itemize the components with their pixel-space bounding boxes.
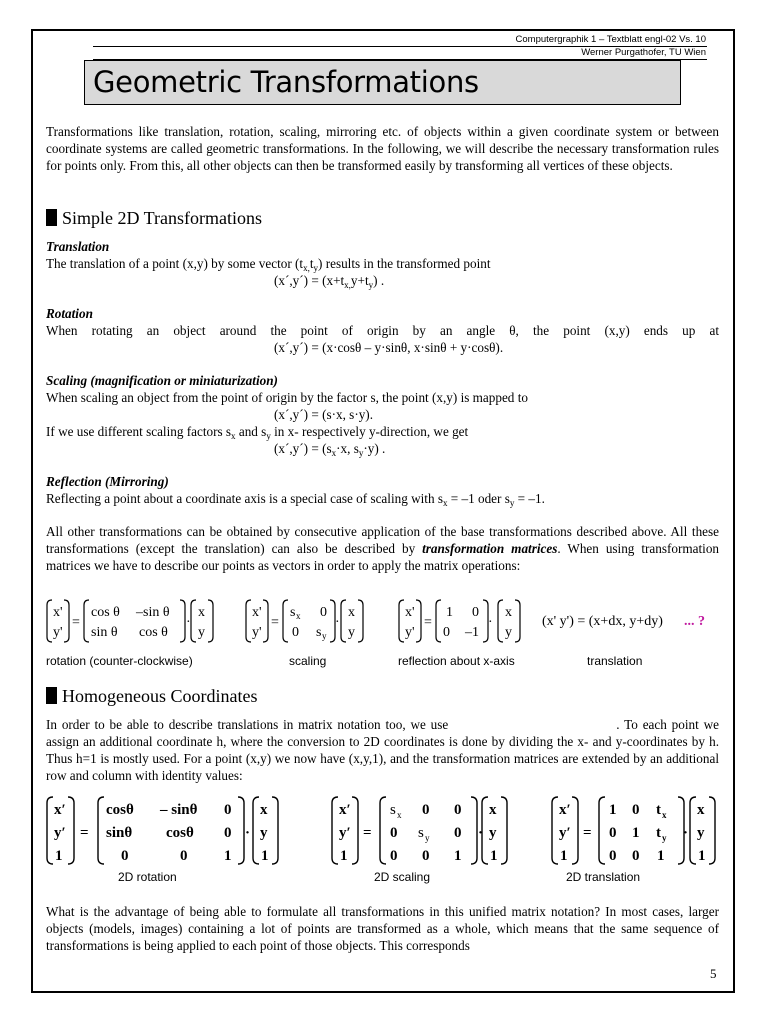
m-y: y: [348, 625, 355, 640]
h-one: 1: [609, 802, 617, 818]
m-dot: ·: [488, 615, 493, 630]
h-zero: 0: [632, 802, 640, 818]
h-one: 1: [632, 825, 640, 841]
m-y: y: [505, 625, 512, 640]
h-one: 1: [224, 848, 232, 864]
h-zero: 0: [422, 848, 430, 864]
h-dot: ·: [478, 825, 484, 841]
scaling-text-1: When scaling an object from the point of origin by the factor s, the point (x,y) is mapped to: [46, 390, 528, 405]
reflection-text: Reflecting a point about a coordinate axis is a special case of scaling with $s_x = -1$ oder $s_y = -1$.: [46, 491, 545, 508]
h-yp: y′: [54, 825, 66, 841]
m-zero: 0: [320, 605, 327, 620]
h-xp: x′: [559, 802, 571, 818]
matrices-homogeneous: [46, 794, 726, 868]
m-eq: =: [72, 615, 80, 630]
h-sub-y: y: [425, 833, 430, 843]
h-zero: 0: [224, 802, 232, 818]
h-sub-x: x: [662, 810, 667, 820]
m-cos-2: cos θ: [139, 625, 168, 640]
h-zero: 0: [180, 848, 188, 864]
closing-paragraph: What is the advantage of being able to formulate all transformations in this unified matrix notation? In most cases, larger objects (models, images) containing a lot of points are transformed as a whole, which means that the same sequence of transformations is being applied to each point of those objects. This corresponds: [46, 904, 719, 953]
h-x: x: [697, 802, 705, 818]
header-author: Werner Purgathofer, TU Wien: [581, 47, 706, 58]
caption-scaling: scaling: [289, 654, 327, 668]
m-zero: 0: [292, 625, 299, 640]
question-mark: ... ?: [684, 614, 705, 629]
translation-equation: (x´,y´) = $(x+t_{x,}y+t_y)$ .: [274, 273, 385, 290]
h-x: x: [489, 802, 497, 818]
m-x: x: [198, 605, 205, 620]
h-zero: 0: [422, 802, 430, 818]
m-sub-x: x: [296, 611, 301, 621]
caption-translation: translation: [587, 654, 643, 668]
h-sin: sinθ: [106, 825, 133, 841]
caption-2d-rotation: 2D rotation: [118, 870, 177, 884]
h-eq: =: [80, 825, 89, 841]
h-yp: y′: [339, 825, 351, 841]
h-zero: 0: [121, 848, 129, 864]
h-one: 1: [261, 848, 269, 864]
h-eq: =: [583, 825, 592, 841]
h-one: 1: [560, 848, 568, 864]
h-zero: 0: [454, 825, 462, 841]
rotation-equation: (x´,y´) = (x·cosθ – y·sinθ, x·sinθ + y·cosθ).: [274, 340, 504, 355]
m-s: s: [290, 605, 296, 620]
section-heading-homogeneous: Homogeneous Coordinates: [46, 685, 257, 707]
m-y: y: [198, 625, 205, 640]
section-heading-2d: Simple 2D Transformations: [46, 207, 262, 229]
caption-reflection: reflection about x-axis: [398, 654, 515, 668]
h-sub-x: x: [397, 810, 402, 820]
m-xp: x': [252, 605, 262, 620]
m-eq: =: [271, 615, 279, 630]
h-zero: 0: [632, 848, 640, 864]
rotation-title: Rotation: [46, 306, 93, 321]
h-one: 1: [490, 848, 498, 864]
h-xp: x′: [54, 802, 66, 818]
page-number: 5: [710, 966, 717, 981]
scaling-equation-1: (x´,y´) = (s·x, s·y).: [274, 407, 373, 422]
section-marker: [46, 687, 57, 704]
m-minus-one: –1: [465, 625, 479, 640]
h-y: y: [260, 825, 268, 841]
caption-2d-translation: 2D translation: [566, 870, 641, 884]
scaling-title: Scaling (magnification or miniaturization): [46, 373, 278, 388]
m-sub-y: y: [322, 631, 327, 641]
m-zero: 0: [472, 605, 479, 620]
h-yp: y′: [559, 825, 571, 841]
h-one: 1: [698, 848, 706, 864]
matrix-paragraph: All other transformations can be obtained by consecutive application of the base transformations described above. All these transformations (except the translation) can also be described by transformation matrices. When using transformation matrices we have to describe our points as vectors in order to apply the matrix operations:: [46, 524, 720, 573]
matrices-2d: [46, 596, 726, 646]
h-zero: 0: [609, 848, 617, 864]
translation-formula: (x' y') = (x+dx, y+dy): [542, 614, 663, 629]
m-yp: y': [252, 625, 262, 640]
translation-title: Translation: [46, 239, 110, 254]
translation-text: The translation of a point (x,y) by some vector $(t_{x,}t_y)$ results in the transformed point: [46, 256, 491, 273]
h-t: t: [656, 802, 661, 818]
reflection-title: Reflection (Mirroring): [46, 474, 169, 489]
rotation-text: When rotating an object around the point of origin by an angle θ, the point (x,y) ends up at: [46, 323, 719, 338]
m-x: x: [505, 605, 512, 620]
h-zero: 0: [390, 848, 398, 864]
scaling-equation-2: (x´,y´) = ($s_x\cdot x$, $s_y\cdot y$) .: [274, 441, 386, 458]
h-y: y: [697, 825, 705, 841]
h-zero: 0: [390, 825, 398, 841]
m-x: x: [348, 605, 355, 620]
m-zero: 0: [443, 625, 450, 640]
caption-2d-scaling: 2D scaling: [374, 870, 431, 884]
h-t: t: [656, 825, 661, 841]
h-one: 1: [340, 848, 348, 864]
h-y: y: [489, 825, 497, 841]
h-s: s: [418, 825, 424, 841]
m-dot: ·: [186, 615, 191, 630]
h-dot: ·: [245, 825, 251, 841]
m-xp: x': [405, 605, 415, 620]
h-one: 1: [657, 848, 665, 864]
page-title: Geometric Transformations: [84, 60, 681, 105]
h-eq: =: [363, 825, 372, 841]
h-x: x: [260, 802, 268, 818]
h-one: 1: [55, 848, 63, 864]
m-s: s: [316, 625, 322, 640]
h-s: s: [390, 802, 396, 818]
m-eq: =: [424, 615, 432, 630]
m-cos: cos θ: [91, 605, 120, 620]
h-dot: ·: [683, 825, 689, 841]
h-zero: 0: [609, 825, 617, 841]
h-cos: cosθ: [166, 825, 194, 841]
h-xp: x′: [339, 802, 351, 818]
m-one: 1: [446, 605, 453, 620]
h-sub-y: y: [662, 833, 667, 843]
h-zero: 0: [454, 802, 462, 818]
m-yp: y': [405, 625, 415, 640]
homogeneous-paragraph: In order to be able to describe translations in matrix notation too, we use . To each point we assign an additional coordinate h, where the conversion to 2D coordinates is done by dividing the x- and y-coordinates by h. Thus h=1 is mostly used. For a point (x,y) we now have (x,y,1), and the transformation matrices are extended by an additional row and column with identity values:: [46, 717, 719, 783]
caption-rotation: rotation (counter-clockwise): [46, 654, 193, 668]
scaling-text-2: If we use different scaling factors $s_x$ and $s_y$ in x- respectively y-direction, we get: [46, 424, 469, 441]
intro-paragraph: Transformations like translation, rotation, scaling, mirroring etc. of objects within a given coordinate system or between coordinate systems are called geometric transformations. In the following, we will describe the necessary transformation rules for points only. From this, all other objects can then be transformed easily by transforming all vertices of these objects.: [46, 124, 719, 173]
m-xp: x': [53, 605, 63, 620]
h-zero: 0: [224, 825, 232, 841]
h-msin: – sinθ: [160, 802, 198, 818]
header-course: Computergraphik 1 – Textblatt engl-02 Vs. 10: [515, 34, 706, 45]
m-sin: sin θ: [91, 625, 118, 640]
h-one: 1: [454, 848, 462, 864]
section-marker: [46, 209, 57, 226]
h-cos: cosθ: [106, 802, 134, 818]
m-yp: y': [53, 625, 63, 640]
m-msin: –sin θ: [136, 605, 170, 620]
m-dot: ·: [335, 615, 340, 630]
